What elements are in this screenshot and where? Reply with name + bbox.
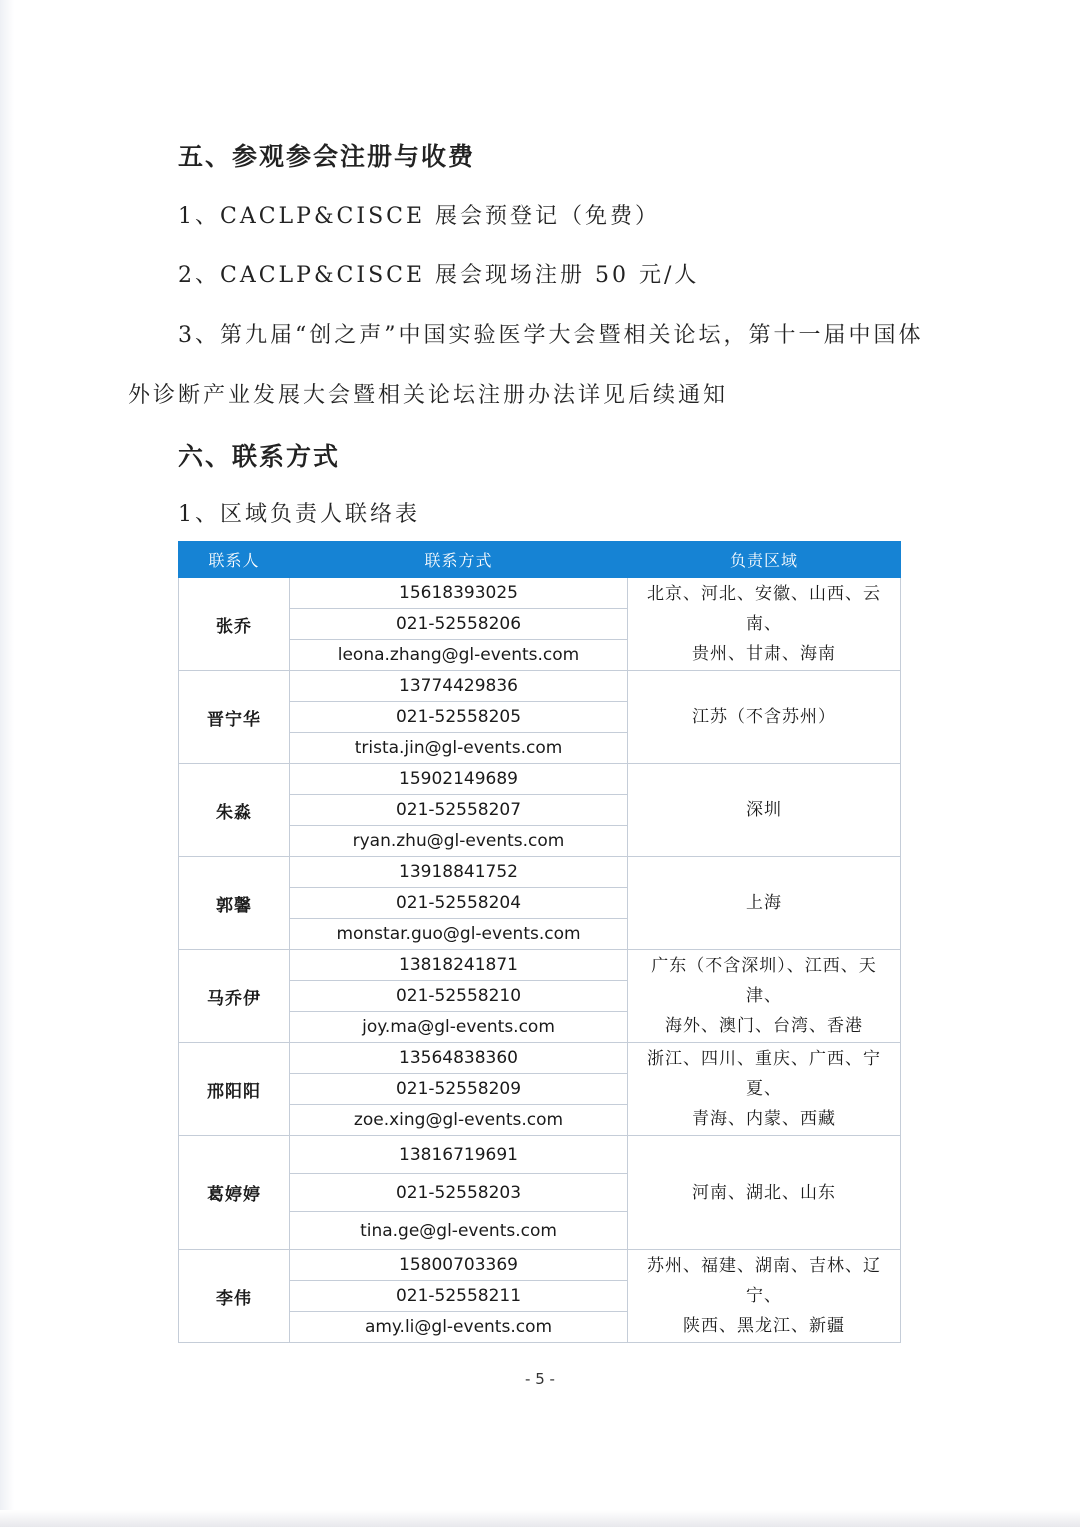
section-5-item-2: 2、CACLP&CISCE 展会现场注册 50 元/人 xyxy=(178,263,700,288)
contact-mobile: 13918841752 xyxy=(290,857,628,888)
contact-mobile: 15618393025 xyxy=(290,578,628,609)
regional-contacts-table xyxy=(178,541,901,1343)
contact-email[interactable]: amy.li@gl-events.com xyxy=(290,1312,628,1343)
table-row xyxy=(179,950,901,981)
region-line: 陕西、黑龙江、新疆 xyxy=(683,1316,845,1336)
contact-telephone: 021-52558210 xyxy=(290,981,628,1012)
table-header-row xyxy=(179,542,901,578)
contact-mobile: 13816719691 xyxy=(290,1136,628,1174)
header-contact-person: 联系人 xyxy=(179,542,290,578)
contact-mobile: 13774429836 xyxy=(290,671,628,702)
header-responsible-region: 负责区域 xyxy=(628,542,901,578)
contact-email[interactable]: ryan.zhu@gl-events.com xyxy=(290,826,628,857)
contact-name: 朱淼 xyxy=(179,764,290,857)
page-number: - 5 - xyxy=(525,1370,555,1388)
contact-mobile: 13564838360 xyxy=(290,1043,628,1074)
region-line: 北京、河北、安徽、山西、云南、 xyxy=(647,584,881,634)
contact-mobile: 15902149689 xyxy=(290,764,628,795)
region-line: 广东（不含深圳）、江西、天津、 xyxy=(651,956,877,1006)
contact-region xyxy=(628,1043,901,1136)
scan-edge-shadow xyxy=(0,0,14,1527)
table-row xyxy=(179,1136,901,1174)
contact-name: 晋宁华 xyxy=(179,671,290,764)
section-5-item-3-continuation: 外诊断产业发展大会暨相关论坛注册办法详见后续通知 xyxy=(128,383,729,408)
contact-name: 葛婷婷 xyxy=(179,1136,290,1250)
contact-telephone: 021-52558211 xyxy=(290,1281,628,1312)
section-5-item-1: 1、CACLP&CISCE 展会预登记（免费） xyxy=(178,204,661,229)
region-line: 苏州、福建、湖南、吉林、辽宁、 xyxy=(647,1256,881,1306)
contact-telephone: 021-52558205 xyxy=(290,702,628,733)
region-line: 海外、澳门、台湾、香港 xyxy=(665,1016,863,1036)
contact-email[interactable]: tina.ge@gl-events.com xyxy=(290,1212,628,1250)
region-line: 贵州、甘肃、海南 xyxy=(692,644,836,664)
contact-region xyxy=(628,857,901,950)
region-line: 深圳 xyxy=(746,800,782,820)
contact-telephone: 021-52558207 xyxy=(290,795,628,826)
contact-name: 邢阳阳 xyxy=(179,1043,290,1136)
contact-email[interactable]: zoe.xing@gl-events.com xyxy=(290,1105,628,1136)
region-line: 青海、内蒙、西藏 xyxy=(692,1109,836,1129)
section-6-heading: 六、联系方式 xyxy=(178,442,341,471)
table-row xyxy=(179,1043,901,1074)
contact-region xyxy=(628,1250,901,1343)
contact-name: 张乔 xyxy=(179,578,290,671)
contact-name: 马乔伊 xyxy=(179,950,290,1043)
table-row xyxy=(179,671,901,702)
region-line: 江苏（不含苏州） xyxy=(692,707,836,727)
contact-mobile: 13818241871 xyxy=(290,950,628,981)
contact-telephone: 021-52558209 xyxy=(290,1074,628,1105)
table-row xyxy=(179,857,901,888)
contact-region xyxy=(628,578,901,671)
contact-telephone: 021-52558206 xyxy=(290,609,628,640)
section-5-heading: 五、参观参会注册与收费 xyxy=(178,142,476,171)
contact-name: 郭馨 xyxy=(179,857,290,950)
region-line: 浙江、四川、重庆、广西、宁夏、 xyxy=(647,1049,881,1099)
contact-telephone: 021-52558204 xyxy=(290,888,628,919)
contact-telephone: 021-52558203 xyxy=(290,1174,628,1212)
contact-email[interactable]: joy.ma@gl-events.com xyxy=(290,1012,628,1043)
section-5-item-3: 3、第九届“创之声”中国实验医学大会暨相关论坛，第十一届中国体 xyxy=(178,323,924,348)
contact-region xyxy=(628,671,901,764)
header-contact-method: 联系方式 xyxy=(290,542,628,578)
region-line: 河南、湖北、山东 xyxy=(692,1182,836,1203)
contact-region xyxy=(628,950,901,1043)
table-row xyxy=(179,764,901,795)
contact-mobile: 15800703369 xyxy=(290,1250,628,1281)
region-line: 上海 xyxy=(746,893,782,913)
contact-email[interactable]: monstar.guo@gl-events.com xyxy=(290,919,628,950)
contact-region xyxy=(628,764,901,857)
contact-email[interactable]: trista.jin@gl-events.com xyxy=(290,733,628,764)
contact-region xyxy=(628,1136,901,1250)
scan-bottom-edge xyxy=(0,1510,1080,1527)
section-6-subheading: 1、区域负责人联络表 xyxy=(178,502,420,527)
table-row xyxy=(179,1250,901,1281)
contact-email[interactable]: leona.zhang@gl-events.com xyxy=(290,640,628,671)
table-row xyxy=(179,578,901,609)
contact-name: 李伟 xyxy=(179,1250,290,1343)
